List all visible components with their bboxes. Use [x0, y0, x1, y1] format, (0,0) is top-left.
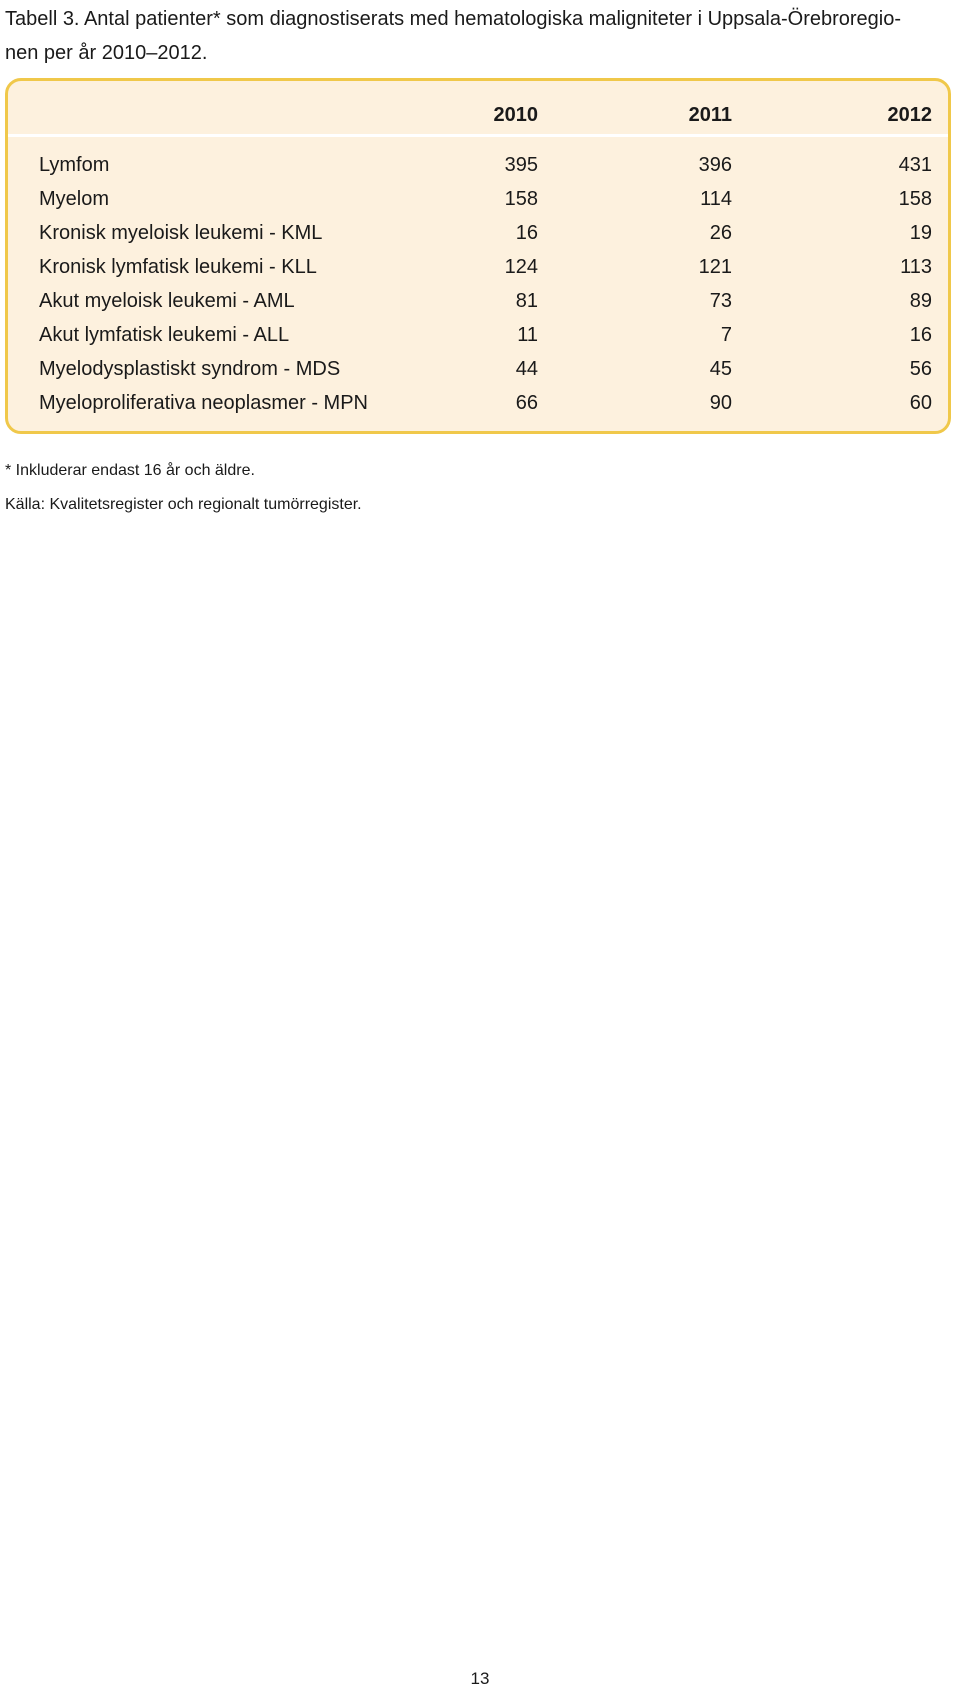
row-label: Akut lymfatisk leukemi - ALL [39, 324, 290, 346]
table-row [8, 352, 948, 386]
table-row [8, 216, 948, 250]
table-row [8, 284, 948, 318]
cell-2012: 89 [909, 290, 932, 312]
cell-2012: 60 [909, 392, 932, 414]
source-note: Källa: Kvalitetsregister och regionalt tumörregister. [5, 496, 362, 513]
table-row [8, 386, 948, 420]
cell-2011: 114 [700, 188, 732, 210]
table-row [8, 182, 948, 216]
table-notes [5, 454, 362, 522]
row-label: Kronisk myeloisk leukemi - KML [39, 222, 323, 244]
table-row [8, 318, 948, 352]
caption-line-1: Tabell 3. Antal patienter* som diagnostiserats med hematologiska maligniteter i Uppsala-Örebroregio- [5, 8, 902, 30]
cell-2011: 396 [698, 154, 732, 176]
cell-2011: 26 [709, 222, 732, 244]
caption-line-2: nen per år 2010–2012. [5, 42, 208, 64]
table-row [8, 148, 948, 182]
cell-2010: 16 [515, 222, 538, 244]
cell-2010: 66 [515, 392, 538, 414]
column-header-2010: 2010 [493, 104, 538, 126]
page-number: 13 [470, 1669, 490, 1688]
cell-2012: 16 [909, 324, 932, 346]
cell-2010: 124 [504, 256, 538, 278]
row-label: Myelodysplastiskt syndrom - MDS [39, 358, 341, 380]
cell-2012: 158 [898, 188, 932, 210]
header-divider [8, 134, 948, 137]
cell-2012: 431 [898, 154, 932, 176]
table-body [8, 148, 948, 420]
row-label: Kronisk lymfatisk leukemi - KLL [39, 256, 317, 278]
table-header-row [8, 81, 948, 138]
cell-2010: 44 [515, 358, 538, 380]
row-label: Myeloproliferativa neoplasmer - MPN [39, 392, 369, 414]
column-header-2011: 2011 [688, 104, 732, 126]
patient-count-table [5, 78, 951, 434]
cell-2011: 121 [698, 256, 732, 278]
cell-2012: 113 [900, 256, 932, 278]
row-label: Myelom [39, 188, 110, 210]
column-header-2012: 2012 [887, 104, 932, 126]
row-label: Akut myeloisk leukemi - AML [39, 290, 295, 312]
cell-2010: 158 [504, 188, 538, 210]
cell-2010: 81 [515, 290, 538, 312]
cell-2010: 11 [517, 324, 538, 346]
footnote: * Inkluderar endast 16 år och äldre. [5, 462, 255, 479]
cell-2012: 56 [909, 358, 932, 380]
table-row [8, 250, 948, 284]
cell-2011: 73 [709, 290, 732, 312]
table-caption [5, 2, 945, 70]
cell-2011: 90 [709, 392, 732, 414]
cell-2012: 19 [909, 222, 932, 244]
cell-2010: 395 [504, 154, 538, 176]
row-label: Lymfom [39, 154, 110, 176]
cell-2011: 45 [709, 358, 732, 380]
cell-2011: 7 [720, 324, 732, 346]
